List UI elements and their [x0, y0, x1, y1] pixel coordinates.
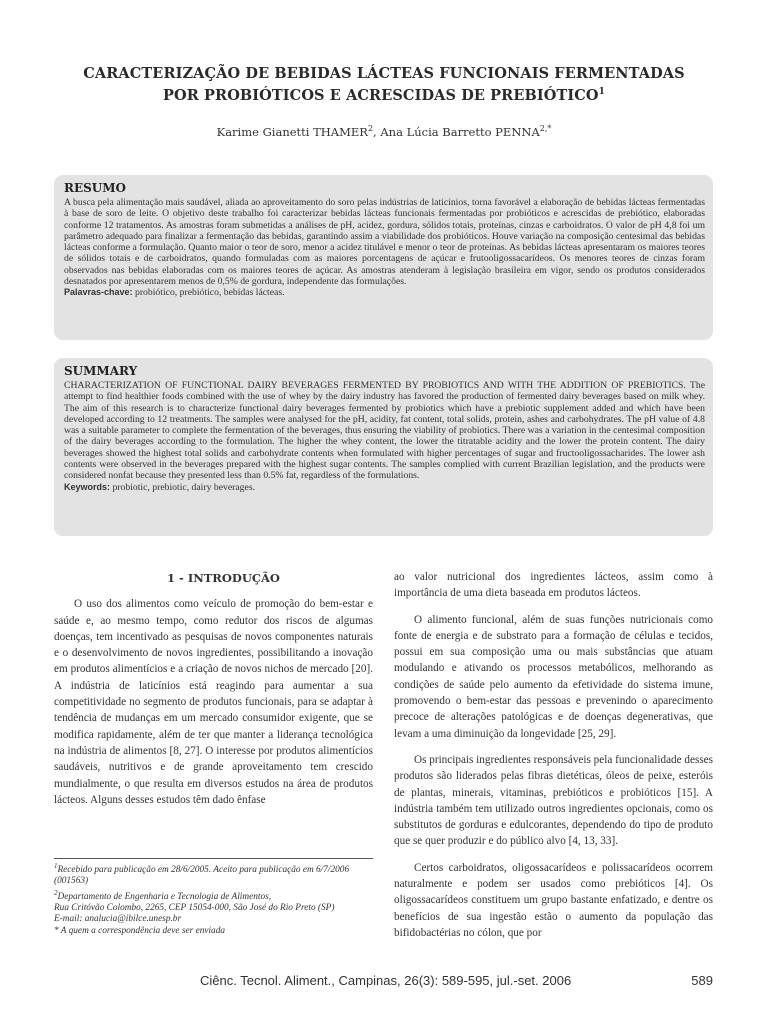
- page-number: 589: [691, 973, 713, 988]
- author-line: [40, 124, 728, 139]
- title-footnote-mark: 1: [598, 87, 605, 97]
- footnote-2-email: E-mail: analucia@ibilce.unesp.br: [54, 914, 182, 925]
- summary-keywords-text: probiotic, prebiotic, dairy beverages.: [110, 481, 256, 493]
- resumo-keywords: [64, 287, 705, 298]
- footnote-2-mark: 2: [54, 888, 58, 897]
- author-1: Karime Gianetti THAMER: [216, 124, 368, 139]
- resumo-box: [54, 175, 713, 340]
- intro-paragraph-continuation: ao valor nutricional dos ingredientes lácteos, assim como à importância de uma dieta baseada em produtos lácteos.: [394, 571, 713, 600]
- footnote-2-text: Departamento de Engenharia e Tecnologia de Alimentos,: [57, 891, 272, 902]
- footnote-1-text: Recebido para publicação em 28/6/2005. Aceito para publicação em 6/7/2006 (001563): [54, 865, 350, 887]
- resumo-body: A busca pela alimentação mais saudável, aliada ao aproveitamento do soro pelas indústrias de laticínios, torna favorável a elaboração de bebidas lácteas fermentadas à base de soro de leite. O objetivo deste trabalho foi caracterizar bebidas lácteas funcionais fermentadas por probióticos e acrescidas de prebiótico, elaboradas conforme 12 tratamentos. As amostras foram submetidas a análises de pH, acidez, gordura, sólidos totais, proteínas, cinzas e carboidratos. O valor de pH 4,8 foi um parâmetro adequado para finalizar a fermentação das bebidas, garantindo assim a viabilidade dos probióticos. Houve variação na composição centesimal das bebidas lácteas conforme a formulação. Quanto maior o teor de soro, menor a acidez titulável e menor o teor de proteínas. As bebidas lácteas apresentaram os maiores teores de sólidos totais e de carboidratos, quando formuladas com as maiores porcentagens de açúcar e frutooligossacarídeos. Os menores teores de cinzas foram observados nas bebidas elaboradas com os maiores teores de açúcar. As amostras atenderam à legislação brasileira em vigor, sendo os produtos considerados desnatados por apresentarem menos de 0,5% de gordura, independente das formulações.: [64, 197, 705, 288]
- resumo-heading: RESUMO: [64, 181, 126, 195]
- summary-box: [54, 358, 713, 536]
- title-line-2: [40, 83, 728, 105]
- resumo-keywords-text: probiótico, prebiótico, bebidas lácteas.: [132, 287, 285, 299]
- footnote-3: * A quem a correspondência deve ser enviada: [54, 925, 226, 936]
- title-line-2-text: POR PROBIÓTICOS E ACRESCIDAS DE PREBIÓTICO: [163, 86, 599, 104]
- intro-paragraph-3: Os principais ingredientes responsáveis pela funcionalidade desses produtos são liderados pelas fibras dietéticas, óleos de peixe, esteróis de plantas, minerais, vitaminas, prebióticos e probióticos [15]. A indústria também tem utilizado outros ingredientes opcionais, como os substitutos de gorduras e edulcorantes, dependendo do tipo de produto que se quer produzir e do público alvo [4, 13, 33].: [394, 753, 713, 848]
- footnote-1-mark: 1: [54, 862, 58, 870]
- footnote-2: [54, 888, 373, 903]
- title-line-1: CARACTERIZAÇÃO DE BEBIDAS LÁCTEAS FUNCIONAIS FERMENTADAS: [83, 65, 685, 82]
- journal-citation: Ciênc. Tecnol. Aliment., Campinas, 26(3): 589-595, jul.-set. 2006: [200, 973, 572, 988]
- footnote-2-address: Rua Critóvão Colombo, 2265, CEP 15054-000, São José do Rio Preto (SP): [54, 903, 335, 914]
- author-2: Ana Lúcia Barretto PENNA: [380, 124, 540, 139]
- summary-keywords-label: Keywords:: [64, 481, 111, 492]
- author-separator: ,: [373, 124, 381, 139]
- right-column: [394, 569, 713, 941]
- intro-paragraph-1: O uso dos alimentos como veículo de promoção do bem-estar e saúde e, ao mesmo tempo, como redutor dos riscos de algumas doenças, tem incentivado as pesquisas de novos componentes naturais e o desenvolvimento de novos ingredientes, possibilitando a inovação em produtos alimentícios e a criação de novos nichos de mercado [20]. A indústria de laticínios está reagindo para aumentar a sua competitividade no segmento de produtos funcionais, para se adaptar à tendência de mudanças em um mercado consumidor exigente, que se modifica rapidamente, além de ter que manter a liderança tecnológica na indústria de alimentos [8, 27]. O interesse por produtos alimentícios saudáveis, nutritivos e de grande aproveitamento tem crescido mundialmente, o que resulta em diversos estudos na área de produtos lácteos. Alguns desses estudos têm dado ênfase: [54, 598, 373, 806]
- intro-paragraph-4: Certos carboidratos, oligossacarídeos e polissacarídeos ocorrem naturalmente e podem ser usados como prebióticos [4]. Os oligossacarídeos constituem um grupo bastante enfatizado, e dentre os benefícios de sua ingestão estão o aumento da população das bifidobactérias no cólon, que por: [394, 861, 713, 939]
- article-title: [40, 64, 728, 105]
- summary-body: CHARACTERIZATION OF FUNCTIONAL DAIRY BEVERAGES FERMENTED BY PROBIOTICS AND WITH THE ADDITION OF PREBIOTICS. The attempt to find healthier foods combined with the use of whey by the dairy industry has favored the production of fermented dairy beverages based on milk whey. The aim of this research is to characterize functional dairy beverages fermented by probiotics which have a prebiotic supplement added and which have been developed according to 12 treatments. The samples were analysed for the pH, acidity, fat content, total solids, protein, ashes and carbohydrates. The pH value of 4.8 was a suitable parameter to complete the fermentation of the beverages, thus ensuring the viability of probiotics. There was a variation in the centesimal composition of the dairy beverages according to the formulation. The higher the whey content, the lower the titratable acidity and the lower the protein content. The dairy beverages showed the highest total solids and carbohydrate contents when formulated with higher percentages of sugar and fructooligossacharides. The lower ash contents were observed in the beverages prepared with the highest sugar contents. The samples complied with current Brazilian legislation, and the products were considered nonfat because they presented less than 0.5% fat, regardless of the formulations.: [64, 380, 705, 482]
- footnotes: [54, 858, 373, 937]
- author-1-mark: 2: [367, 124, 374, 133]
- summary-heading: SUMMARY: [64, 364, 138, 378]
- left-column: [54, 570, 373, 808]
- intro-paragraph-2: O alimento funcional, além de suas funções nutricionais como fonte de energia e de substrato para a formação de células e tecidos, possui em sua composição uma ou mais substâncias que atuam modulando e ativando os processos metabólicos, melhorando as condições de saúde pelo aumento da efetividade do sistema imune, promovendo o bem-estar das pessoas e prevenindo o aparecimento precoce de alterações patológicas e de doenças degenerativas, que levam a uma diminuição da longevidade [25, 29].: [394, 613, 713, 740]
- summary-keywords: [64, 482, 705, 493]
- author-2-mark: 2,*: [539, 124, 552, 133]
- footnote-1: [54, 861, 373, 888]
- resumo-keywords-label: Palavras-chave:: [64, 287, 133, 298]
- section-heading-introducao: 1 - INTRODUÇÃO: [167, 571, 280, 585]
- page-footer: [200, 973, 713, 988]
